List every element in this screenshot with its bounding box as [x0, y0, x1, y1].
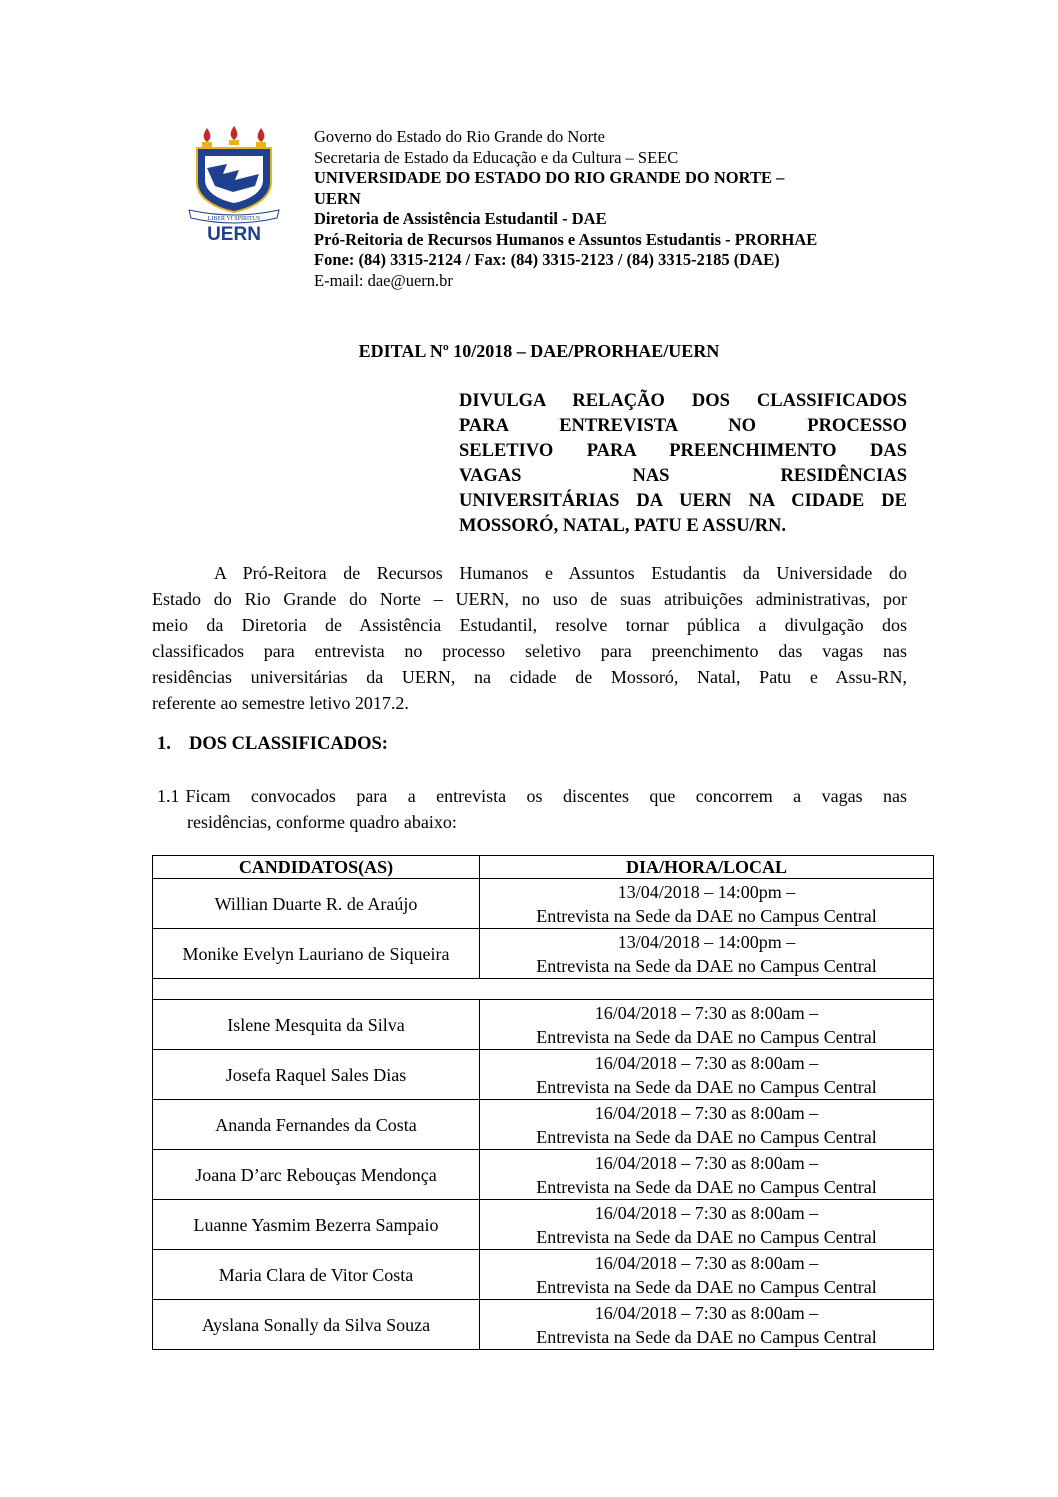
table-row [153, 1100, 934, 1150]
institution-header [314, 127, 914, 291]
schedule-cell [480, 1000, 934, 1050]
paragraph-line: Estado do Rio Grande do Norte – UERN, no uso de suas atribuições administrativas, por [152, 589, 907, 609]
summary-line: SELETIVO PARA PREENCHIMENTO DAS [459, 441, 907, 461]
schedule-cell [480, 1050, 934, 1100]
subsection-number: 1.1 [157, 786, 180, 806]
schedule-place: Entrevista na Sede da DAE no Campus Central [536, 1276, 877, 1297]
motto-text: LIBER VI SPIRITUS [207, 216, 261, 222]
summary-line: PARA ENTREVISTA NO PROCESSO [459, 416, 907, 436]
column-header: CANDIDATOS(AS) [153, 856, 480, 879]
schedule-place: Entrevista na Sede da DAE no Campus Central [536, 1076, 877, 1097]
candidate-cell: Willian Duarte R. de Araújo [153, 879, 480, 929]
schedule-cell [480, 929, 934, 979]
candidate-cell: Monike Evelyn Lauriano de Siqueira [153, 929, 480, 979]
table-row [153, 1000, 934, 1050]
schedule-date: 16/04/2018 – 7:30 as 8:00am – [594, 1152, 819, 1173]
schedule-place: Entrevista na Sede da DAE no Campus Central [536, 1176, 877, 1197]
header-line: Governo do Estado do Rio Grande do Norte [314, 127, 605, 146]
schedule-date: 16/04/2018 – 7:30 as 8:00am – [594, 1002, 819, 1023]
table-header-row [153, 856, 934, 879]
section-title: DOS CLASSIFICADOS: [189, 734, 388, 754]
torch-icon [256, 128, 266, 147]
torch-icon [202, 128, 212, 147]
edital-title: EDITAL Nº 10/2018 – DAE/PRORHAE/UERN [358, 341, 720, 361]
header-line: Secretaria de Estado da Educação e da Cultura – SEEC [314, 147, 679, 167]
spacer-cell [153, 979, 934, 1000]
torch-icon [229, 126, 239, 145]
edital-summary [459, 389, 907, 539]
table-spacer-row [153, 979, 934, 1000]
paragraph-line: classificados para entrevista no processo seletivo para preenchimento das vagas nas [152, 641, 907, 661]
schedule-place: Entrevista na Sede da DAE no Campus Central [536, 1126, 877, 1147]
schedule-cell [480, 879, 934, 929]
schedule-date: 16/04/2018 – 7:30 as 8:00am – [594, 1252, 819, 1273]
subsection-1-1 [157, 783, 907, 835]
table-row [153, 1300, 934, 1350]
schedule-place: Entrevista na Sede da DAE no Campus Central [536, 1326, 877, 1347]
table-row [153, 1250, 934, 1300]
schedule-place: Entrevista na Sede da DAE no Campus Central [536, 905, 877, 926]
table-row [153, 1150, 934, 1200]
header-line: Diretoria de Assistência Estudantil - DAE [314, 209, 607, 228]
table-row [153, 1050, 934, 1100]
schedule-cell [480, 1100, 934, 1150]
schedule-place: Entrevista na Sede da DAE no Campus Central [536, 1226, 877, 1247]
schedule-date: 13/04/2018 – 14:00pm – [617, 931, 796, 952]
header-line: UNIVERSIDADE DO ESTADO DO RIO GRANDE DO NORTE – [314, 168, 785, 187]
header-line: E-mail: dae@uern.br [314, 270, 453, 290]
schedule-date: 13/04/2018 – 14:00pm – [617, 881, 796, 902]
paragraph-line: A Pró-Reitora de Recursos Humanos e Assuntos Estudantis da Universidade do [214, 563, 907, 583]
candidate-cell: Ayslana Sonally da Silva Souza [153, 1300, 480, 1350]
schedule-date: 16/04/2018 – 7:30 as 8:00am – [594, 1052, 819, 1073]
uern-logo [183, 124, 285, 242]
subsection-line: residências, conforme quadro abaixo: [187, 812, 457, 832]
candidate-cell: Luanne Yasmim Bezerra Sampaio [153, 1200, 480, 1250]
logo-name: UERN [207, 224, 261, 242]
summary-line: UNIVERSITÁRIAS DA UERN NA CIDADE DE [459, 491, 907, 511]
candidate-cell: Josefa Raquel Sales Dias [153, 1050, 480, 1100]
section-heading [157, 734, 388, 755]
candidate-cell: Joana D’arc Rebouças Mendonça [153, 1150, 480, 1200]
summary-line: MOSSORÓ, NATAL, PATU E ASSU/RN. [459, 516, 787, 536]
paragraph-line: meio da Diretoria de Assistência Estudantil, resolve tornar pública a divulgação dos [152, 615, 907, 635]
schedule-cell [480, 1200, 934, 1250]
table-row [153, 1200, 934, 1250]
schedule-cell [480, 1150, 934, 1200]
schedule-place: Entrevista na Sede da DAE no Campus Central [536, 1026, 877, 1047]
schedule-date: 16/04/2018 – 7:30 as 8:00am – [594, 1302, 819, 1323]
schedule-date: 16/04/2018 – 7:30 as 8:00am – [594, 1202, 819, 1223]
table-row [153, 879, 934, 929]
table-row [153, 929, 934, 979]
candidate-cell: Islene Mesquita da Silva [153, 1000, 480, 1050]
subsection-text: Ficam convocados para a entrevista os discentes que concorrem a vagas nas [185, 786, 907, 806]
intro-paragraph [152, 560, 907, 716]
header-line: Fone: (84) 3315-2124 / Fax: (84) 3315-2123 / (84) 3315-2185 (DAE) [314, 250, 780, 269]
column-header: DIA/HORA/LOCAL [480, 856, 934, 879]
subsection-line [157, 783, 907, 809]
candidate-cell: Maria Clara de Vitor Costa [153, 1250, 480, 1300]
schedule-table [152, 855, 934, 1350]
section-number: 1. [157, 734, 171, 754]
summary-line: DIVULGA RELAÇÃO DOS CLASSIFICADOS [459, 391, 907, 411]
schedule-cell [480, 1250, 934, 1300]
schedule-place: Entrevista na Sede da DAE no Campus Central [536, 955, 877, 976]
paragraph-line: residências universitárias da UERN, na cidade de Mossoró, Natal, Patu e Assu-RN, [152, 667, 907, 687]
summary-line: VAGAS NAS RESIDÊNCIAS [459, 466, 907, 486]
header-line: Pró-Reitoria de Recursos Humanos e Assuntos Estudantis - PRORHAE [314, 229, 818, 249]
schedule-cell [480, 1300, 934, 1350]
schedule-date: 16/04/2018 – 7:30 as 8:00am – [594, 1102, 819, 1123]
header-line: UERN [314, 188, 361, 208]
candidate-cell: Ananda Fernandes da Costa [153, 1100, 480, 1150]
paragraph-line: referente ao semestre letivo 2017.2. [152, 693, 409, 713]
